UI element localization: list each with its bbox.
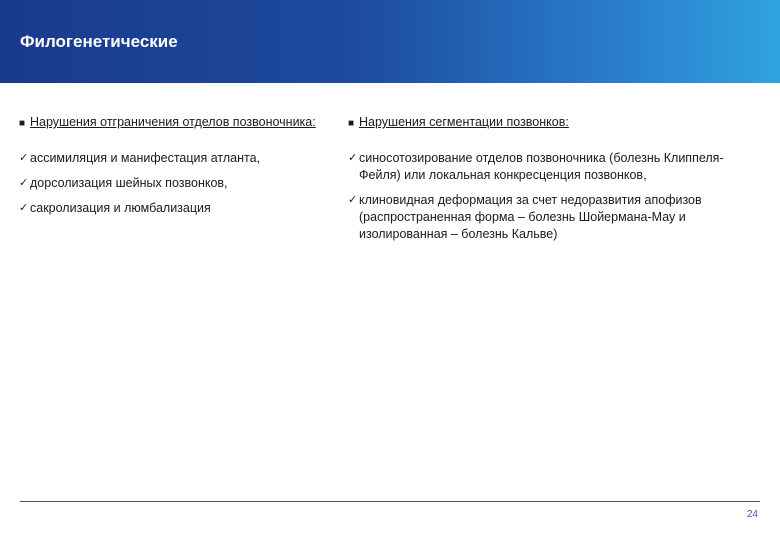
check-icon: ✓ bbox=[19, 177, 29, 189]
left-column bbox=[19, 114, 339, 225]
page-number: 24 bbox=[746, 509, 758, 520]
check-icon: ✓ bbox=[348, 194, 358, 206]
list-item bbox=[19, 175, 339, 192]
list-item-text: синосотозирование отделов позвоночника (болезнь Клиппеля-Фейля) или локальная конкресценция позвонков, bbox=[359, 151, 724, 182]
list-item-text: клиновидная деформация за счет недоразвития апофизов (распространенная форма – болезнь Шойермана-Мау и изолированная – болезнь Кальве) bbox=[359, 193, 702, 241]
square-bullet-icon: ■ bbox=[19, 118, 26, 129]
square-bullet-icon: ■ bbox=[348, 118, 355, 129]
left-heading: Нарушения отграничения отделов позвоночника: bbox=[30, 115, 316, 129]
list-item bbox=[19, 200, 339, 217]
right-column bbox=[348, 114, 728, 251]
footer-divider bbox=[20, 501, 760, 502]
left-heading-row bbox=[19, 114, 339, 132]
check-icon: ✓ bbox=[19, 152, 29, 164]
list-item-text: ассимиляция и манифестация атланта, bbox=[30, 151, 261, 165]
page-title: Филогенетические bbox=[20, 32, 178, 51]
list-item-text: дорсолизация шейных позвонков, bbox=[30, 176, 228, 190]
right-heading-row bbox=[348, 114, 728, 132]
header-banner bbox=[0, 0, 780, 83]
check-icon: ✓ bbox=[348, 152, 358, 164]
list-item bbox=[348, 150, 728, 184]
list-item-text: сакролизация и люмбализация bbox=[30, 201, 211, 215]
check-icon: ✓ bbox=[19, 202, 29, 214]
right-heading: Нарушения сегментации позвонков: bbox=[359, 115, 569, 129]
list-item bbox=[19, 150, 339, 167]
list-item bbox=[348, 192, 728, 243]
